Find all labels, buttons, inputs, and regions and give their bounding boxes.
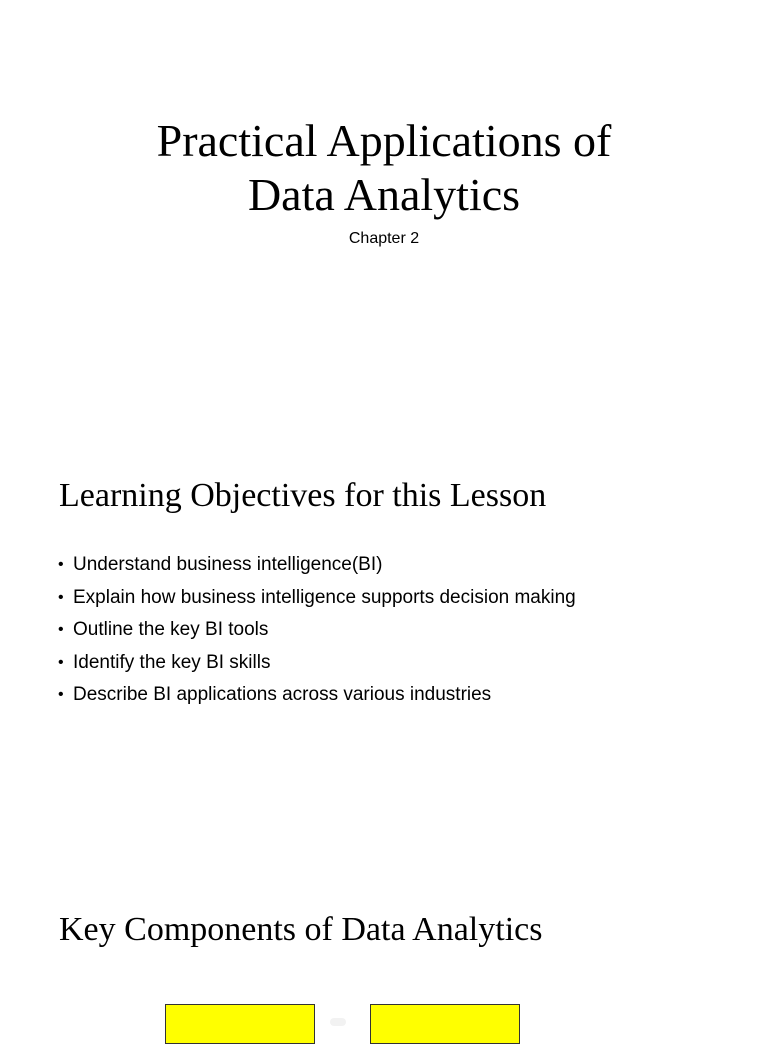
objective-item: • Describe BI applications across various industries: [58, 679, 576, 712]
objective-item: • Identify the key BI skills: [58, 647, 576, 680]
objectives-heading: Learning Objectives for this Lesson: [59, 477, 547, 514]
objective-item: • Outline the key BI tools: [58, 614, 576, 647]
box-connector: [330, 1018, 346, 1026]
title-line-2: Data Analytics: [247, 169, 521, 220]
components-slide: [0, 870, 768, 1024]
objectives-list: [58, 549, 576, 712]
objectives-slide: [0, 430, 768, 860]
components-heading: Key Components of Data Analytics: [59, 911, 543, 948]
component-box-1: [165, 1004, 315, 1044]
title-slide: [0, 0, 768, 420]
objective-item: • Understand business intelligence(BI): [58, 549, 576, 582]
title-line-1: Practical Applications of: [156, 115, 612, 166]
chapter-subtitle: Chapter 2: [348, 230, 420, 247]
objective-item: • Explain how business intelligence supports decision making: [58, 582, 576, 615]
component-box-2: [370, 1004, 520, 1044]
presentation-title: [0, 114, 768, 222]
